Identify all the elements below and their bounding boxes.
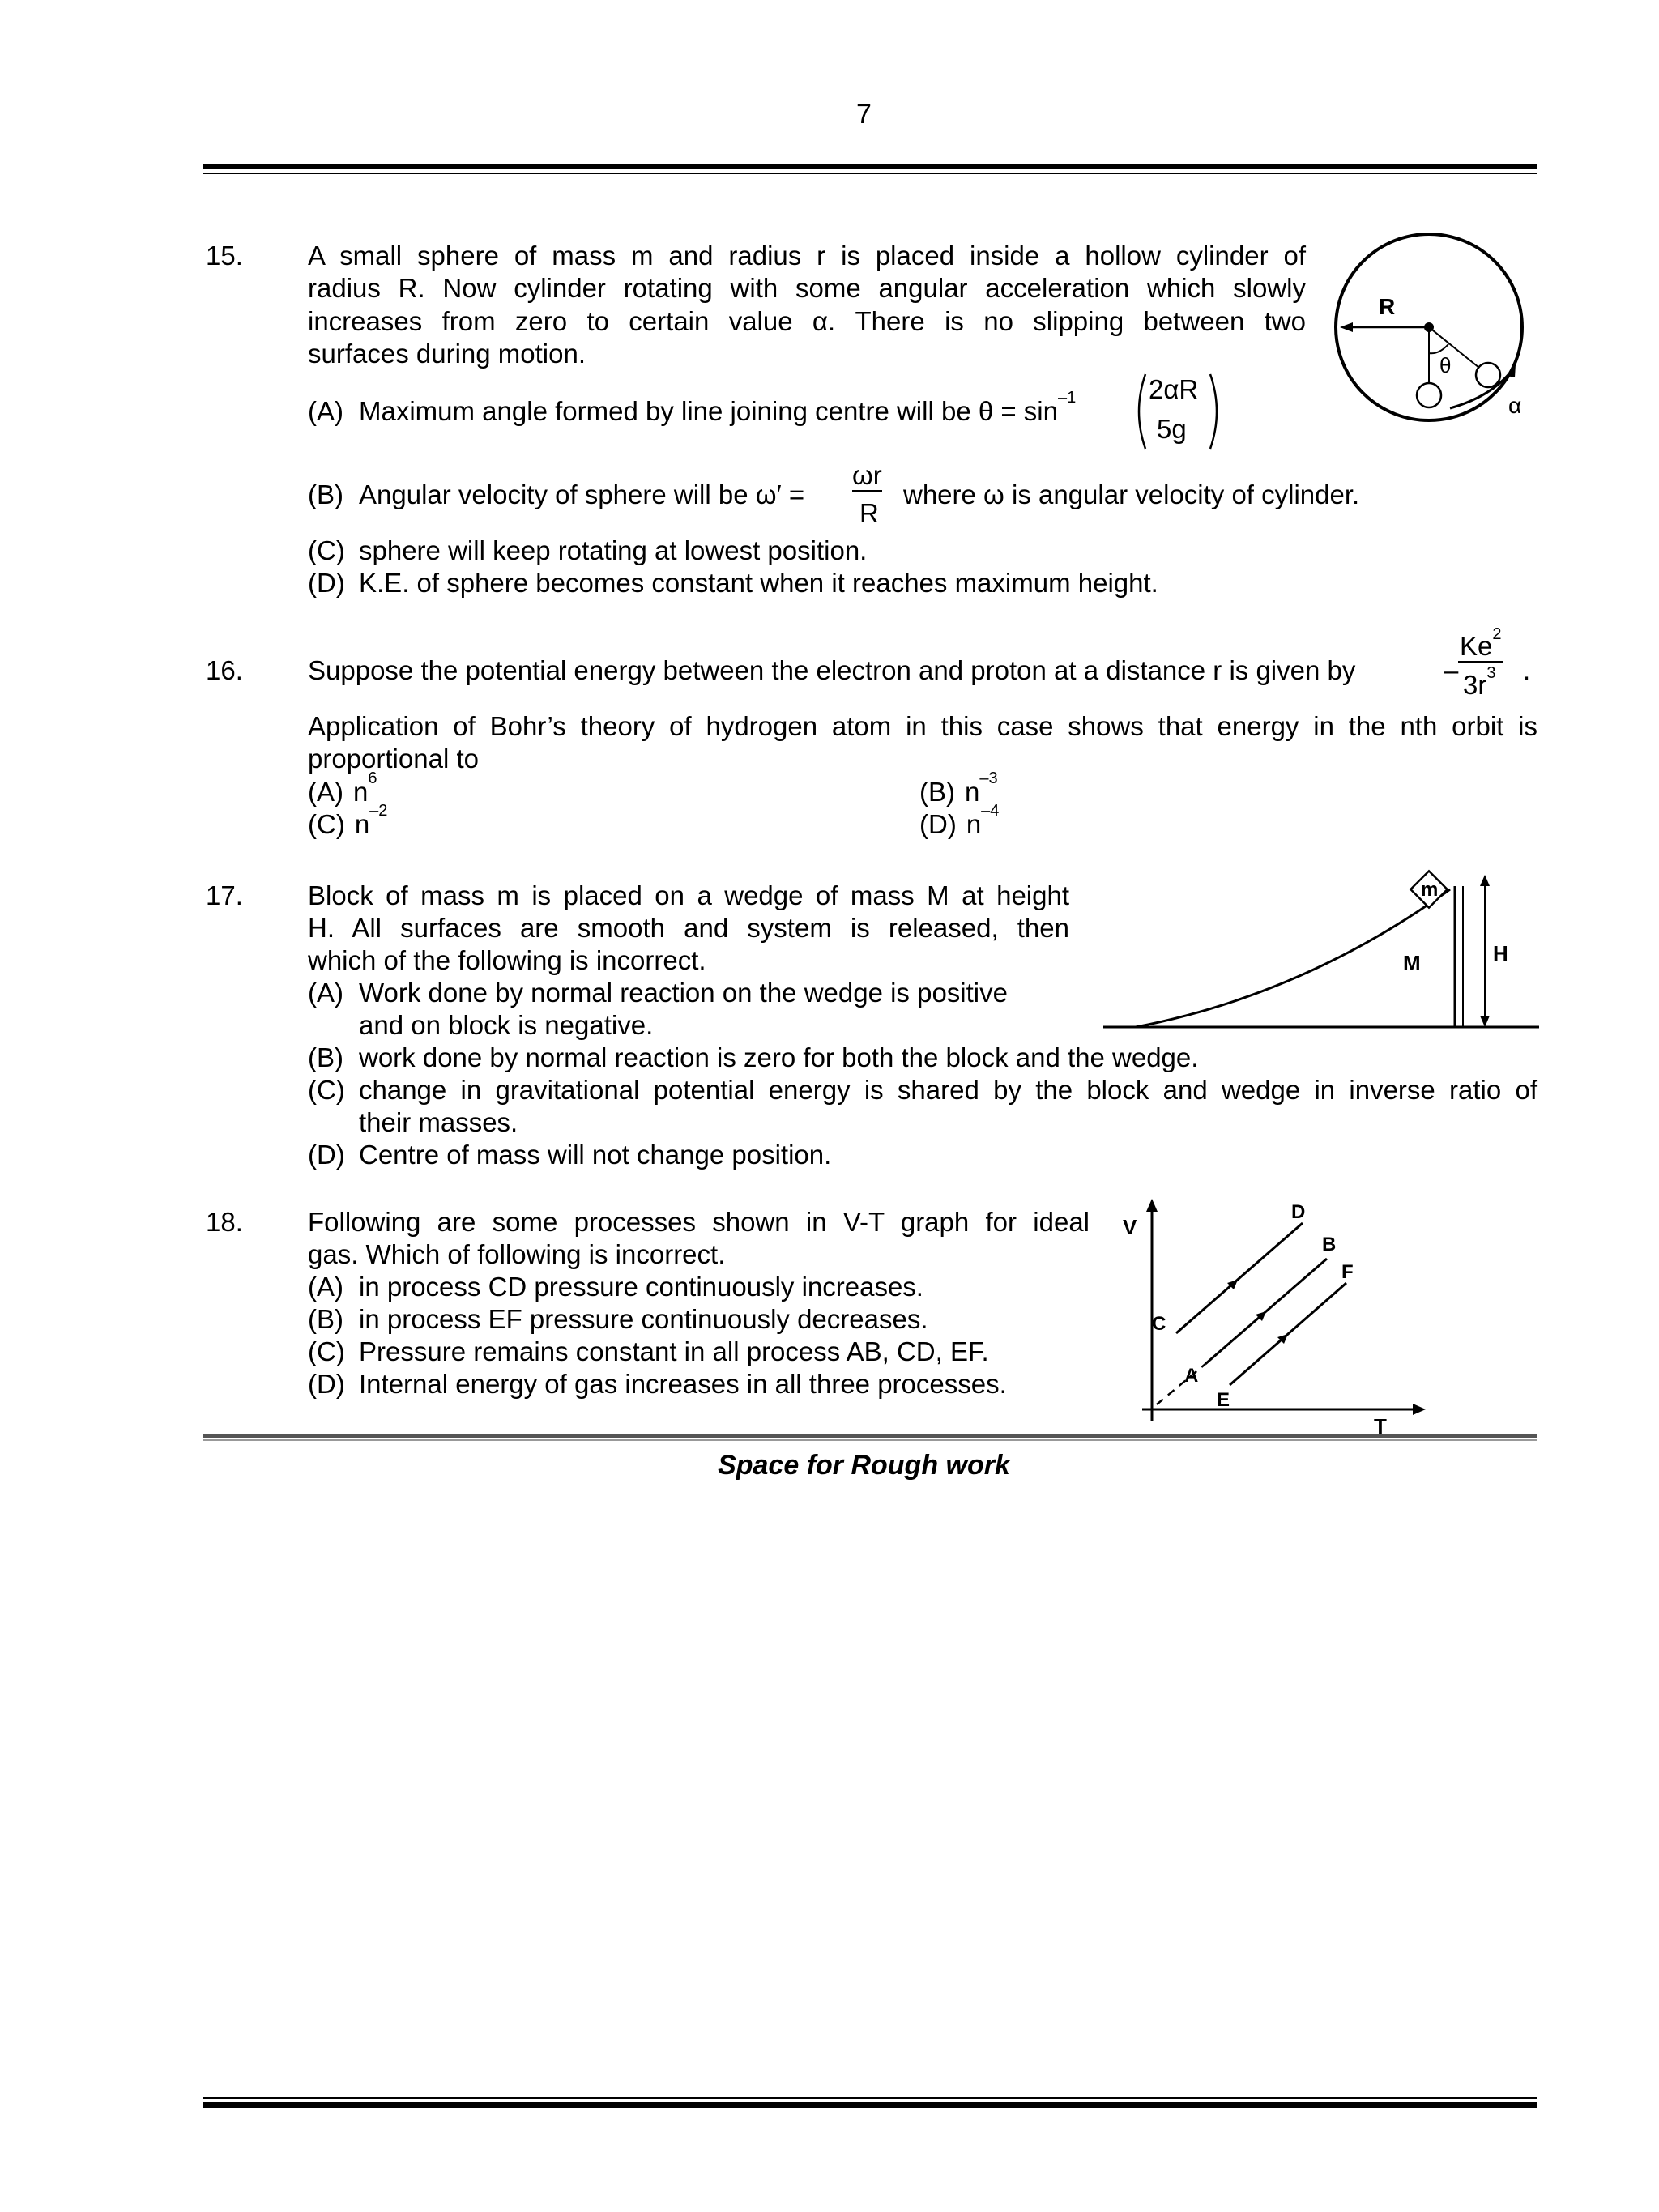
fraction-numerator: ωr: [852, 460, 882, 490]
option-label: (A): [308, 978, 343, 1008]
label-E: E: [1217, 1389, 1230, 1411]
option-a: (A) $n^6$: [308, 769, 377, 807]
question-text-line: surfaces during motion.: [308, 339, 586, 369]
rough-work-label: Space for Rough work: [718, 1450, 1010, 1481]
footer-rule-thick: [203, 1434, 1537, 1438]
option-text: Angular velocity of sphere will be ω′ =: [359, 479, 805, 509]
label-F: F: [1341, 1261, 1354, 1283]
option-text: sphere will keep rotating at lowest position.: [359, 535, 868, 565]
top-rule-thick: [203, 164, 1537, 169]
bottom-rule-thin: [203, 2097, 1537, 2099]
option-text: their masses.: [359, 1107, 518, 1137]
label-M: M: [1403, 951, 1421, 975]
question-number: 17.: [206, 880, 243, 910]
option-text: [359, 389, 1077, 428]
option-text: in process EF pressure continuously decreases.: [359, 1304, 928, 1334]
option-text: Work done by normal reaction on the wedge is positive: [359, 978, 1008, 1008]
question-text-line: Suppose the potential energy between the electron and proton at a distance r is given by: [308, 655, 1356, 685]
question-number: 18.: [206, 1207, 243, 1237]
fraction-denominator: $3r^3$: [1463, 664, 1496, 700]
question-text-line: Application of Bohr’s theory of hydrogen atom in this case shows that energy in the nth orbit is: [308, 711, 1537, 741]
fraction-numerator: 2αR: [1149, 374, 1199, 404]
option-d: (D) $n^{-4}$: [919, 802, 1000, 839]
left-paren-icon: [1129, 371, 1149, 452]
option-a-text: Maximum angle formed by line joining centre will be θ = sin: [359, 396, 1058, 426]
question-text-line: increases from zero to certain value α. There is no slipping between two: [308, 306, 1306, 336]
label-R: R: [1379, 294, 1396, 319]
label-alpha: α: [1508, 393, 1522, 418]
option-label: (B): [308, 1304, 343, 1334]
axis-label-T: T: [1374, 1414, 1387, 1434]
question-text-line: gas. Which of following is incorrect.: [308, 1239, 726, 1269]
option-b: (B) $n^{-3}$: [919, 769, 998, 807]
sphere-lowest: [1417, 383, 1441, 407]
bottom-rule-thick: [203, 2102, 1537, 2108]
svg-text:m: m: [1421, 879, 1439, 901]
option-text-tail: where ω is angular velocity of cylinder.: [903, 479, 1360, 509]
question-text-line: Block of mass m is placed on a wedge of mass M at height: [308, 880, 1069, 910]
label-B: B: [1322, 1234, 1337, 1255]
question-text-line: H. All surfaces are smooth and system is released, then: [308, 913, 1069, 943]
option-label: (B): [308, 479, 343, 509]
question-text-line: which of the following is incorrect.: [308, 945, 706, 975]
option-label: (D): [308, 1140, 345, 1170]
option-label: (B): [308, 1042, 343, 1072]
line-CD: [1176, 1223, 1303, 1333]
option-label: (C): [308, 1075, 345, 1105]
height-arrow-bottom: [1480, 1016, 1490, 1027]
label-A: A: [1184, 1365, 1199, 1387]
option-label: (A): [308, 396, 343, 426]
right-paren-icon: [1207, 371, 1226, 452]
block-m: [1410, 871, 1447, 907]
option-label: (C): [308, 535, 345, 565]
label-H: H: [1493, 941, 1508, 965]
sphere-displaced: [1476, 363, 1500, 387]
fraction-denominator: R: [859, 498, 879, 528]
option-text: and on block is negative.: [359, 1010, 654, 1040]
radius-arrowhead: [1340, 322, 1353, 332]
footer-rule-thin: [203, 1439, 1537, 1441]
question-number: 16.: [206, 655, 243, 685]
theta-arc: [1429, 344, 1448, 353]
option-text: change in gravitational potential energy is shared by the block and wedge in inverse ratio of: [359, 1075, 1537, 1105]
v-axis-arrow: [1146, 1199, 1158, 1212]
expression-period: .: [1523, 655, 1531, 685]
option-label: (A): [308, 1272, 343, 1302]
question-text-line: radius R. Now cylinder rotating with some angular acceleration which slowly: [308, 273, 1306, 303]
option-text: Pressure remains constant in all process AB, CD, EF.: [359, 1336, 989, 1366]
option-text: Internal energy of gas increases in all three processes.: [359, 1369, 1007, 1399]
question-text-line: proportional to: [308, 744, 479, 774]
fraction-denominator: 5g: [1157, 414, 1187, 444]
label-theta: θ: [1439, 353, 1452, 377]
fraction-numerator: Ke$^2$: [1460, 625, 1502, 661]
cylinder-sphere-figure: [1328, 233, 1539, 444]
label-C: C: [1152, 1313, 1166, 1335]
alpha-arrowhead: [1507, 364, 1516, 377]
option-label: (D): [308, 568, 345, 598]
height-arrow-top: [1480, 875, 1490, 886]
option-text: K.E. of sphere becomes constant when it reaches maximum height.: [359, 568, 1158, 598]
page-number: 7: [856, 99, 872, 130]
expression-sign: –: [1444, 655, 1459, 685]
angled-line: [1429, 327, 1479, 368]
option-text: Centre of mass will not change position.: [359, 1140, 832, 1170]
option-c: (C) $n^{-2}$: [308, 802, 388, 839]
option-label: (C): [308, 1336, 345, 1366]
question-number: 15.: [206, 241, 243, 271]
option-text: work done by normal reaction is zero for both the block and the wedge.: [359, 1042, 1199, 1072]
option-label: (D): [308, 1369, 345, 1399]
top-rule-thin: [203, 173, 1537, 174]
option-text: in process CD pressure continuously increases.: [359, 1272, 923, 1302]
wedge-block-figure: [1094, 865, 1547, 1035]
t-axis-arrow: [1413, 1404, 1426, 1415]
question-text-line: Following are some processes shown in V-T graph for ideal: [308, 1207, 1090, 1237]
inverse-superscript: –1: [1058, 389, 1077, 407]
vt-graph-figure: [1110, 1191, 1434, 1434]
label-D: D: [1291, 1201, 1306, 1223]
axis-label-V: V: [1123, 1215, 1137, 1239]
question-text-line: A small sphere of mass m and radius r is placed inside a hollow cylinder of: [308, 241, 1306, 271]
